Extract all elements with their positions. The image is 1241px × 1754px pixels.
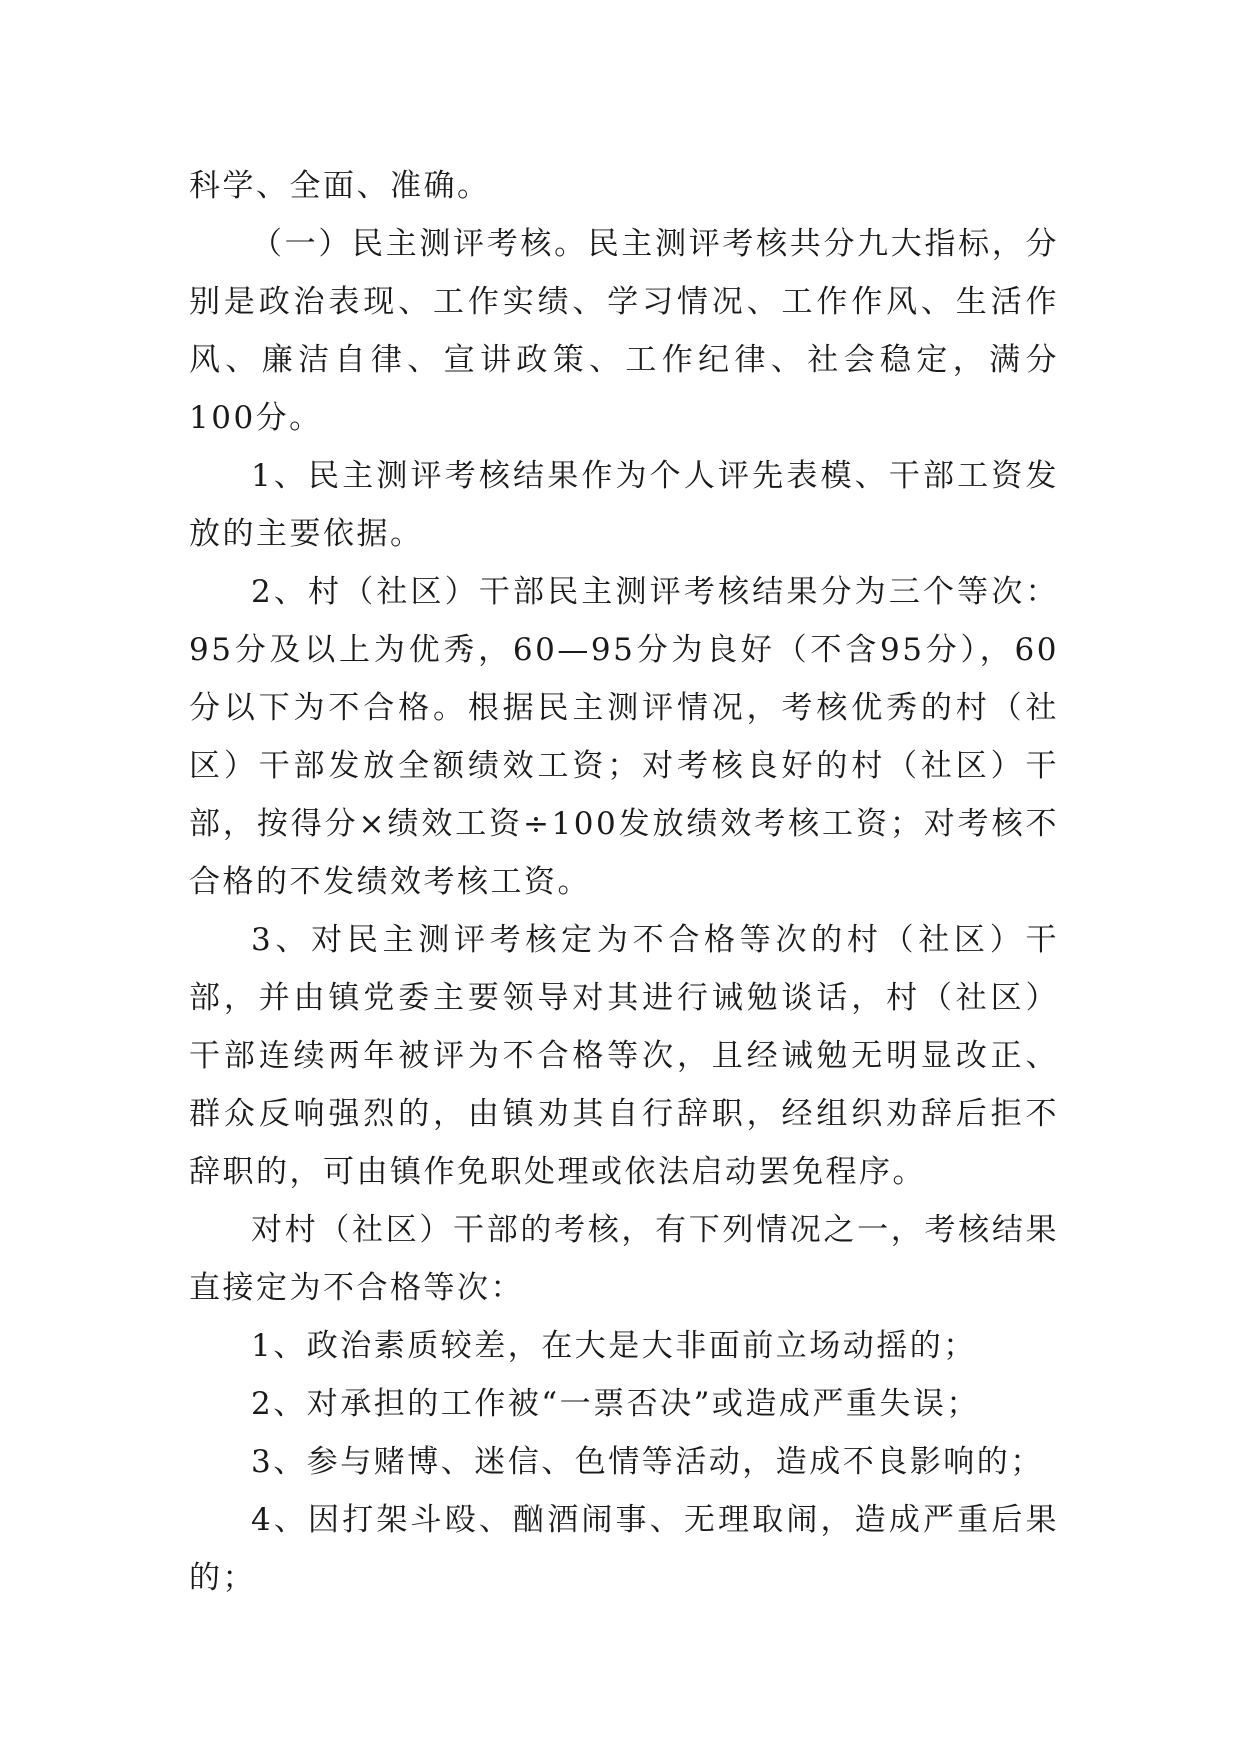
paragraph: （一）民主测评考核。民主测评考核共分九大指标，分别是政治表现、工作实绩、学习情况、工作作风、生活作风、廉洁自律、宣讲政策、工作纪律、社会稳定，满分100分。 bbox=[189, 226, 1059, 436]
paragraph: 对村（社区）干部的考核，有下列情况之一，考核结果直接定为不合格等次： bbox=[189, 1212, 1059, 1306]
paragraph: 科学、全面、准确。 bbox=[189, 168, 491, 204]
list-item: 4、因打架斗殴、酗酒闹事、无理取闹，造成严重后果的； bbox=[189, 1502, 1059, 1596]
paragraph: 2、村（社区）干部民主测评考核结果分为三个等次：95分及以上为优秀，60—95分为良好（不含95分），60分以下为不合格。根据民主测评情况，考核优秀的村（社区）干部发放全额绩效工资；对考核良好的村（社区）干部，按得分×绩效工资÷100发放绩效考核工资；对考核不合格的不发绩效考核工资。 bbox=[189, 574, 1059, 900]
document-body bbox=[189, 157, 1059, 1607]
list-item: 2、对承担的工作被“一票否决”或造成严重失误； bbox=[251, 1386, 980, 1422]
list-item: 1、政治素质较差，在大是大非面前立场动摇的； bbox=[251, 1328, 977, 1364]
paragraph: 1、民主测评考核结果作为个人评先表模、干部工资发放的主要依据。 bbox=[189, 458, 1059, 552]
paragraph: 3、对民主测评考核定为不合格等次的村（社区）干部，并由镇党委主要领导对其进行诫勉谈话，村（社区）干部连续两年被评为不合格等次，且经诫勉无明显改正、群众反响强烈的，由镇劝其自行辞职，经组织劝辞后拒不辞职的，可由镇作免职处理或依法启动罢免程序。 bbox=[189, 922, 1059, 1190]
list-item: 3、参与赌博、迷信、色情等活动，造成不良影响的； bbox=[251, 1444, 1044, 1480]
